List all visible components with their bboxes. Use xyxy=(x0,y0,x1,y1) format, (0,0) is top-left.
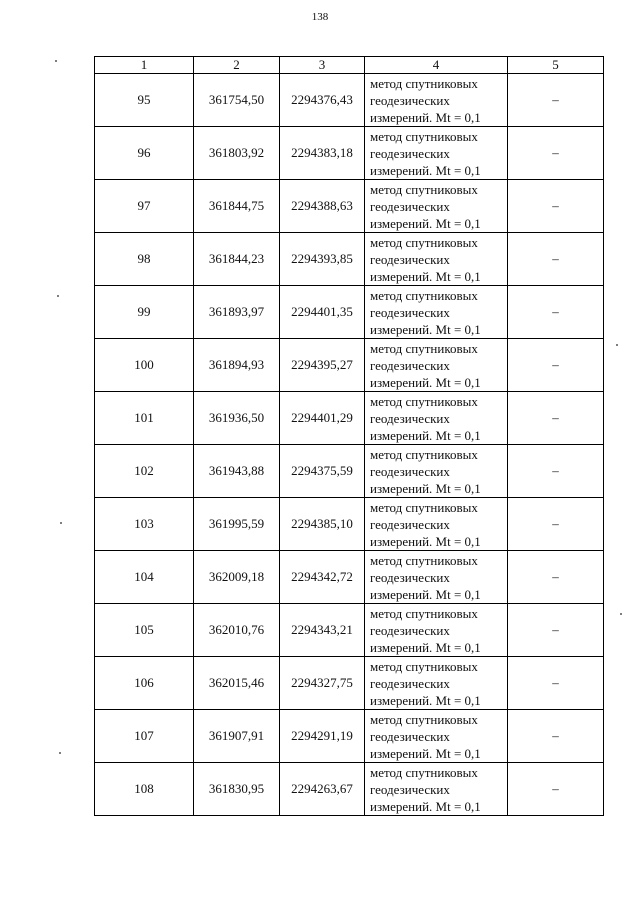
x-coordinate-cell: 361844,75 xyxy=(194,180,280,233)
method-line: метод спутниковых xyxy=(370,446,478,462)
method-line: геодезических xyxy=(370,728,450,744)
y-coordinate-cell: 2294263,67 xyxy=(280,763,365,816)
method-line: геодезических xyxy=(370,357,450,373)
note-cell: – xyxy=(508,710,604,763)
note-cell: – xyxy=(508,498,604,551)
x-coordinate-cell: 361936,50 xyxy=(194,392,280,445)
table-body xyxy=(95,74,604,816)
header-cell-4: 4 xyxy=(365,57,508,74)
method-line: метод спутниковых xyxy=(370,393,478,409)
method-line: геодезических xyxy=(370,198,450,214)
table-row xyxy=(95,74,604,127)
point-number-cell: 101 xyxy=(95,392,194,445)
method-line: измерений. Mt = 0,1 xyxy=(370,639,481,655)
method-line: измерений. Mt = 0,1 xyxy=(370,321,481,337)
x-coordinate-cell: 361894,93 xyxy=(194,339,280,392)
point-number-cell: 106 xyxy=(95,657,194,710)
y-coordinate-cell: 2294401,35 xyxy=(280,286,365,339)
method-line: метод спутниковых xyxy=(370,75,478,91)
method-cell xyxy=(365,551,508,604)
x-coordinate-cell: 361803,92 xyxy=(194,127,280,180)
method-line: измерений. Mt = 0,1 xyxy=(370,215,481,231)
page-number: 138 xyxy=(311,11,329,23)
table-row xyxy=(95,392,604,445)
x-coordinate-cell: 361754,50 xyxy=(194,74,280,127)
method-line: измерений. Mt = 0,1 xyxy=(370,109,481,125)
coordinates-table xyxy=(94,56,604,816)
method-line: метод спутниковых xyxy=(370,658,478,674)
header-cell-1: 1 xyxy=(95,57,194,74)
point-number-cell: 103 xyxy=(95,498,194,551)
y-coordinate-cell: 2294388,63 xyxy=(280,180,365,233)
table-row xyxy=(95,233,604,286)
table-row xyxy=(95,286,604,339)
method-line: метод спутниковых xyxy=(370,764,478,780)
method-line: измерений. Mt = 0,1 xyxy=(370,533,481,549)
y-coordinate-cell: 2294383,18 xyxy=(280,127,365,180)
method-line: измерений. Mt = 0,1 xyxy=(370,586,481,602)
table-row xyxy=(95,180,604,233)
point-number-cell: 105 xyxy=(95,604,194,657)
scan-speck xyxy=(55,60,57,62)
y-coordinate-cell: 2294376,43 xyxy=(280,74,365,127)
header-cell-2: 2 xyxy=(194,57,280,74)
method-line: геодезических xyxy=(370,675,450,691)
method-line: метод спутниковых xyxy=(370,287,478,303)
y-coordinate-cell: 2294342,72 xyxy=(280,551,365,604)
method-line: измерений. Mt = 0,1 xyxy=(370,745,481,761)
note-cell: – xyxy=(508,180,604,233)
method-line: геодезических xyxy=(370,410,450,426)
y-coordinate-cell: 2294343,21 xyxy=(280,604,365,657)
method-line: метод спутниковых xyxy=(370,605,478,621)
table-row xyxy=(95,127,604,180)
y-coordinate-cell: 2294395,27 xyxy=(280,339,365,392)
note-cell: – xyxy=(508,657,604,710)
method-line: метод спутниковых xyxy=(370,499,478,515)
header-row xyxy=(95,57,604,74)
table-row xyxy=(95,498,604,551)
method-line: метод спутниковых xyxy=(370,711,478,727)
note-cell: – xyxy=(508,604,604,657)
method-line: геодезических xyxy=(370,92,450,108)
table-row xyxy=(95,763,604,816)
point-number-cell: 97 xyxy=(95,180,194,233)
x-coordinate-cell: 361907,91 xyxy=(194,710,280,763)
scan-speck xyxy=(59,752,61,754)
x-coordinate-cell: 361830,95 xyxy=(194,763,280,816)
table-row xyxy=(95,657,604,710)
method-line: геодезических xyxy=(370,304,450,320)
header-cell-5: 5 xyxy=(508,57,604,74)
method-line: измерений. Mt = 0,1 xyxy=(370,268,481,284)
y-coordinate-cell: 2294291,19 xyxy=(280,710,365,763)
method-line: измерений. Mt = 0,1 xyxy=(370,374,481,390)
method-line: измерений. Mt = 0,1 xyxy=(370,162,481,178)
y-coordinate-cell: 2294393,85 xyxy=(280,233,365,286)
scan-speck xyxy=(616,344,618,346)
method-cell xyxy=(365,604,508,657)
method-cell xyxy=(365,763,508,816)
method-line: геодезических xyxy=(370,622,450,638)
table-row xyxy=(95,604,604,657)
note-cell: – xyxy=(508,233,604,286)
point-number-cell: 107 xyxy=(95,710,194,763)
method-cell xyxy=(365,657,508,710)
method-cell xyxy=(365,233,508,286)
note-cell: – xyxy=(508,551,604,604)
point-number-cell: 100 xyxy=(95,339,194,392)
method-line: метод спутниковых xyxy=(370,181,478,197)
note-cell: – xyxy=(508,392,604,445)
point-number-cell: 108 xyxy=(95,763,194,816)
method-line: геодезических xyxy=(370,251,450,267)
table-row xyxy=(95,339,604,392)
scan-speck xyxy=(620,613,622,615)
x-coordinate-cell: 361893,97 xyxy=(194,286,280,339)
method-line: измерений. Mt = 0,1 xyxy=(370,427,481,443)
method-line: геодезических xyxy=(370,463,450,479)
table-row xyxy=(95,551,604,604)
method-line: геодезических xyxy=(370,516,450,532)
note-cell: – xyxy=(508,74,604,127)
note-cell: – xyxy=(508,286,604,339)
method-line: метод спутниковых xyxy=(370,340,478,356)
x-coordinate-cell: 361943,88 xyxy=(194,445,280,498)
method-cell xyxy=(365,445,508,498)
method-line: метод спутниковых xyxy=(370,128,478,144)
method-cell xyxy=(365,392,508,445)
y-coordinate-cell: 2294401,29 xyxy=(280,392,365,445)
table-row xyxy=(95,710,604,763)
note-cell: – xyxy=(508,763,604,816)
method-line: геодезических xyxy=(370,781,450,797)
point-number-cell: 102 xyxy=(95,445,194,498)
method-cell xyxy=(365,180,508,233)
x-coordinate-cell: 362009,18 xyxy=(194,551,280,604)
point-number-cell: 104 xyxy=(95,551,194,604)
method-line: геодезических xyxy=(370,569,450,585)
note-cell: – xyxy=(508,339,604,392)
method-line: измерений. Mt = 0,1 xyxy=(370,480,481,496)
x-coordinate-cell: 362015,46 xyxy=(194,657,280,710)
y-coordinate-cell: 2294385,10 xyxy=(280,498,365,551)
note-cell: – xyxy=(508,127,604,180)
method-line: метод спутниковых xyxy=(370,234,478,250)
table-row xyxy=(95,445,604,498)
x-coordinate-cell: 362010,76 xyxy=(194,604,280,657)
method-cell xyxy=(365,498,508,551)
x-coordinate-cell: 361844,23 xyxy=(194,233,280,286)
point-number-cell: 99 xyxy=(95,286,194,339)
method-line: метод спутниковых xyxy=(370,552,478,568)
header-cell-3: 3 xyxy=(280,57,365,74)
y-coordinate-cell: 2294327,75 xyxy=(280,657,365,710)
method-line: геодезических xyxy=(370,145,450,161)
point-number-cell: 98 xyxy=(95,233,194,286)
point-number-cell: 96 xyxy=(95,127,194,180)
method-cell xyxy=(365,710,508,763)
x-coordinate-cell: 361995,59 xyxy=(194,498,280,551)
scan-speck xyxy=(57,295,59,297)
y-coordinate-cell: 2294375,59 xyxy=(280,445,365,498)
point-number-cell: 95 xyxy=(95,74,194,127)
method-cell xyxy=(365,339,508,392)
note-cell: – xyxy=(508,445,604,498)
method-cell xyxy=(365,127,508,180)
scan-speck xyxy=(60,522,62,524)
method-cell xyxy=(365,286,508,339)
method-line: измерений. Mt = 0,1 xyxy=(370,798,481,814)
method-line: измерений. Mt = 0,1 xyxy=(370,692,481,708)
method-cell xyxy=(365,74,508,127)
